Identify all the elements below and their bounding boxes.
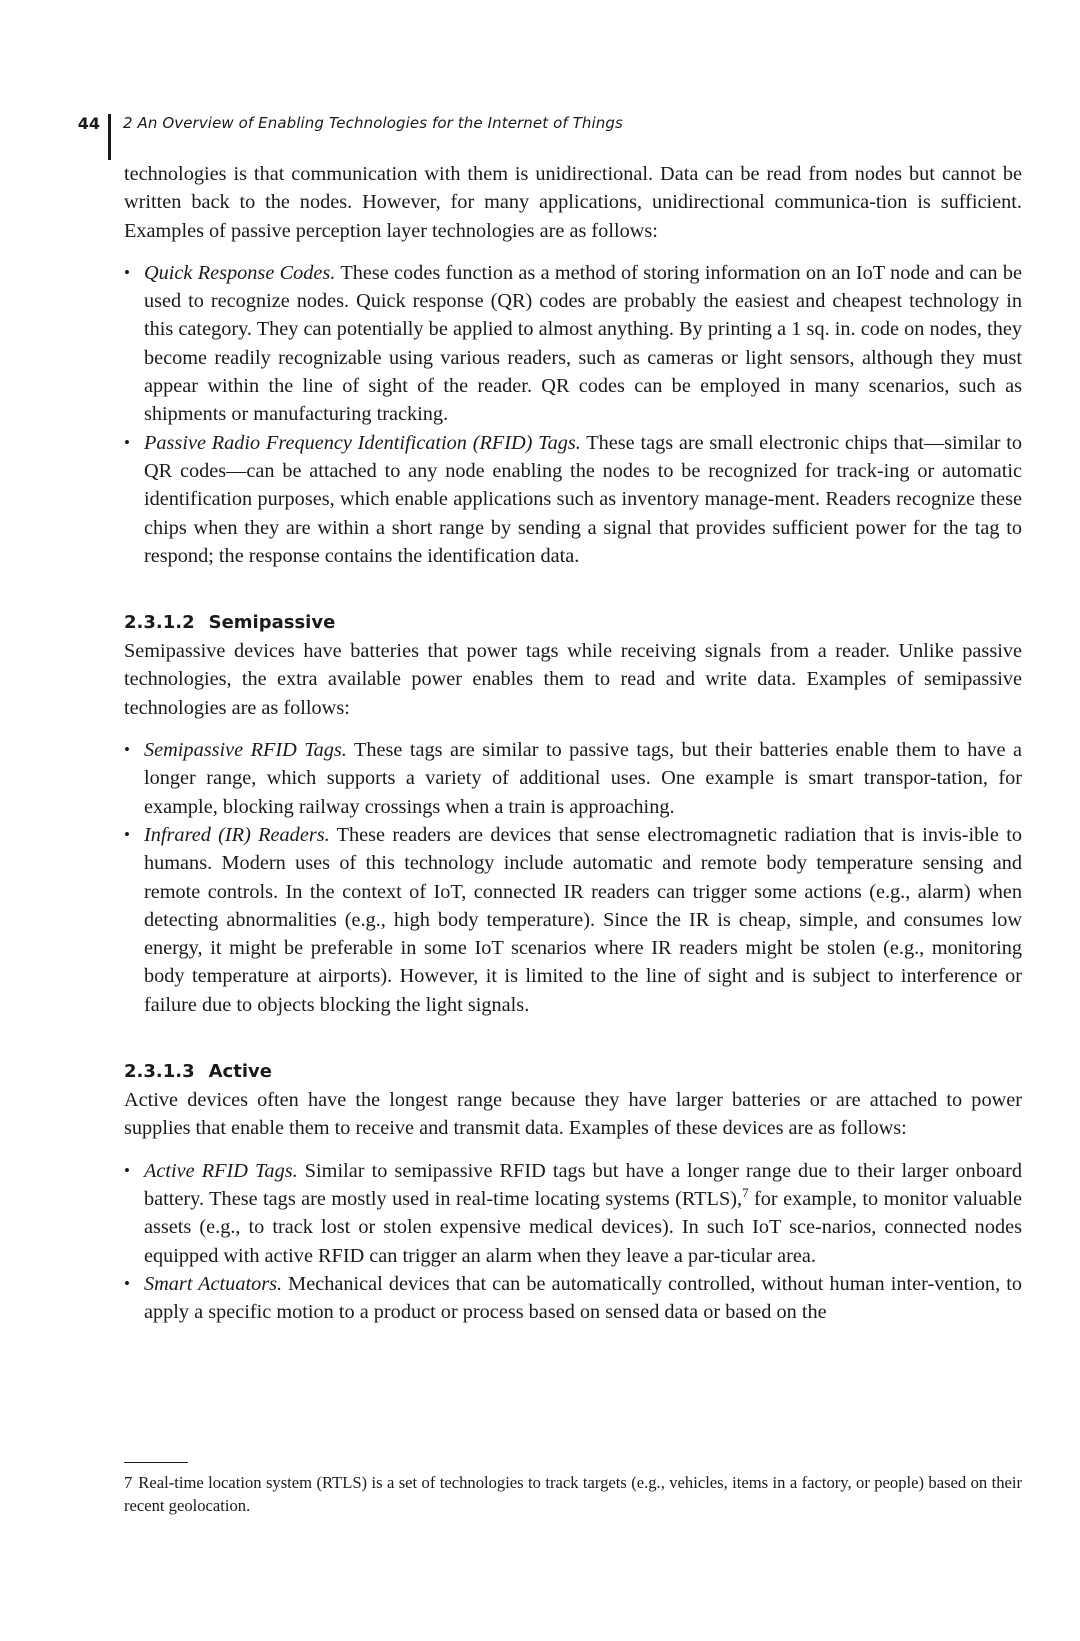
bullet-icon: • bbox=[124, 432, 130, 452]
page-body bbox=[124, 160, 1022, 1326]
footnote-reference[interactable]: 7 bbox=[742, 1185, 749, 1201]
running-head bbox=[50, 110, 1050, 160]
item-title: Smart Actuators. bbox=[144, 1272, 283, 1295]
bullet-icon: • bbox=[124, 1273, 130, 1293]
item-text: These tags are similar to passive tags, but their batteries enable them to have a longer range, which supports a variety of additional uses. One example is smart transpor-tation, for example, blocking railway crossings when a train is approaching. bbox=[144, 739, 1023, 818]
list-item-semipassive-rfid bbox=[124, 736, 1022, 821]
footnote-text: Real-time location system (RTLS) is a set of technologies to track targets (e.g., vehicles, items in a factory, or people) based on their recent geolocation. bbox=[124, 1473, 1022, 1515]
section-number: 2.3.1.3 bbox=[124, 1061, 195, 1083]
list-item-passive-rfid bbox=[124, 429, 1022, 570]
footnote bbox=[124, 1471, 1022, 1517]
item-title: Passive Radio Frequency Identification (RFID) Tags. bbox=[144, 431, 581, 454]
section-heading-semipassive bbox=[124, 609, 1022, 637]
bullet-icon: • bbox=[124, 740, 130, 760]
chapter-title: 2 An Overview of Enabling Technologies for the Internet of Things bbox=[123, 114, 623, 132]
bullet-icon: • bbox=[124, 824, 130, 844]
section-number: 2.3.1.2 bbox=[124, 612, 195, 634]
item-title: Active RFID Tags. bbox=[144, 1159, 298, 1182]
item-text: These codes function as a method of storing information on an IoT node and can be used to recognize nodes. Quick response (QR) codes are probably the easiest and cheapest technology in this category. They can potentially be applied to almost anything. By printing a 1 sq. in. code on nodes, they become readily recognizable using various readers, such as cameras or light sensors, although they must appear within the line of sight of the reader. QR codes can be employed in many scenarios, such as shipments or manufacturing tracking. bbox=[144, 261, 1022, 426]
item-title: Quick Response Codes. bbox=[144, 261, 336, 284]
item-text-continued: for example, to monitor valuable assets (e.g., to track lost or stolen expensive medical devices). In such IoT sce-narios, connected nodes equipped with active RFID can trigger an alarm when they leave a par-ticular area. bbox=[144, 1187, 1022, 1267]
section-title: Semipassive bbox=[208, 612, 336, 634]
item-title: Infrared (IR) Readers. bbox=[144, 823, 330, 846]
active-list bbox=[124, 1157, 1022, 1327]
item-text: These readers are devices that sense electromagnetic radiation that is invis-ible to humans. Modern uses of this technology include automatic and remote body temperature sensing and remote controls. In the context of IoT, connected IR readers can trigger some actions (e.g., alarm) when detecting abnormalities (e.g., high body temperature). Since the IR is cheap, simple, and consumes low energy, it might be preferable in some IoT scenarios where IR readers might be stolen (e.g., monitoring body temperature at airports). However, it is limited to the line of sight and is subject to interference or failure due to objects blocking the light signals. bbox=[144, 823, 1022, 1016]
item-text: Mechanical devices that can be automatically controlled, without human inter-vention, to apply a specific motion to a product or process based on sensed data or based on the bbox=[144, 1272, 1022, 1324]
semipassive-list bbox=[124, 736, 1022, 1019]
item-text: These tags are small electronic chips that—similar to QR codes—can be attached to any node enabling the nodes to be recognized for track-ing or automatic identification purposes, which enable applications such as inventory manage-ment. Readers recognize these chips when they are within a short range by sending a signal that provides sufficient power for the tag to respond; the response contains the identification data. bbox=[144, 431, 1023, 567]
section-title: Active bbox=[208, 1061, 272, 1083]
footnote-divider bbox=[124, 1462, 188, 1463]
item-text: Similar to semipassive RFID tags but have a longer range due to their larger onboard battery. These tags are mostly used in real-time locating systems (RTLS), bbox=[144, 1159, 1022, 1210]
header-rule bbox=[108, 114, 111, 160]
page-number: 44 bbox=[77, 114, 100, 133]
bullet-icon: • bbox=[124, 1160, 130, 1180]
intro-paragraph: technologies is that communication with them is unidirectional. Data can be read from nodes but cannot be written back to the nodes. However, for many applications, unidirectional communica-tion is sufficient. Examples of passive perception layer technologies are as follows: bbox=[124, 163, 1022, 242]
list-item-qr-codes bbox=[124, 259, 1022, 429]
semipassive-paragraph: Semipassive devices have batteries that power tags while receiving signals from a reader. Unlike passive technologies, the extra available power enables them to read and write data. Examples of semipassive technologies are as follows: bbox=[124, 640, 1022, 719]
passive-list bbox=[124, 259, 1022, 570]
list-item-smart-actuators bbox=[124, 1270, 1022, 1327]
list-item-active-rfid bbox=[124, 1157, 1022, 1270]
bullet-icon: • bbox=[124, 262, 130, 282]
active-paragraph: Active devices often have the longest range because they have larger batteries or are attached to power supplies that enable them to receive and transmit data. Examples of these devices are as follows: bbox=[124, 1089, 1022, 1140]
list-item-ir-readers bbox=[124, 821, 1022, 1019]
item-title: Semipassive RFID Tags. bbox=[144, 739, 347, 762]
footnote-number: 7 bbox=[124, 1473, 133, 1492]
section-heading-active bbox=[124, 1058, 1022, 1086]
